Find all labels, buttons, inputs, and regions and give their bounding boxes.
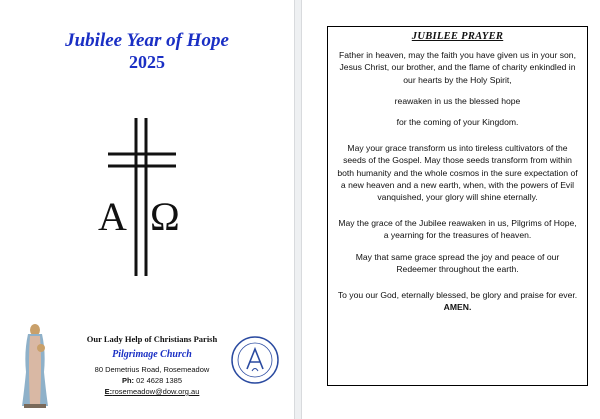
closing-doxology: To you our God, eternally blessed, be glory and praise for ever. — [337, 290, 578, 301]
parish-name: Our Lady Help of Christians Parish — [86, 334, 218, 344]
right-page — [302, 0, 600, 419]
parish-email[interactable] — [72, 387, 232, 396]
statue-of-mary-image — [16, 322, 54, 408]
booklet-year: 2025 — [129, 52, 165, 72]
email-address[interactable]: rosemeadow@dow.org.au — [112, 387, 200, 396]
prayer-paragraph-6: May that same grace spread the joy and peace of our Redeemer throughout the earth. — [355, 251, 560, 274]
prayer-paragraph-5: May the grace of the Jubilee reawaken in us, Pilgrims of Hope, a yearning for the treasures of heaven. — [338, 218, 577, 241]
booklet-title: Jubilee Year of Hope — [65, 30, 229, 51]
left-page — [0, 0, 294, 419]
prayer-paragraph-2: reawaken in us the blessed hope — [394, 95, 521, 106]
parish-address: 80 Demetrius Road, Rosemeadow — [94, 365, 210, 374]
parish-footer — [72, 334, 232, 396]
prayer-paragraph-7 — [336, 289, 579, 313]
phone-number: 02 4628 1385 — [136, 376, 183, 385]
omega-letter: Ω — [150, 194, 180, 239]
parish-phone — [72, 376, 232, 385]
phone-label: Ph: — [121, 376, 135, 385]
amen: AMEN. — [443, 302, 472, 313]
alpha-omega-cross-icon — [90, 118, 194, 280]
prayer-box — [327, 26, 588, 386]
prayer-title: JUBILEE PRAYER — [411, 31, 504, 42]
prayer-paragraph-1: Father in heaven, may the faith you have given us in your son, Jesus Christ, our brother, and the flame of charity enkindled in our hearts by the Holy Spirit, — [339, 50, 576, 85]
email-label: E: — [104, 387, 113, 396]
prayer-paragraph-3: for the coming of your Kingdom. — [396, 117, 519, 128]
alpha-letter: A — [98, 194, 127, 239]
page-gutter — [294, 0, 302, 419]
parish-seal-icon — [230, 333, 280, 387]
prayer-paragraph-4: May your grace transform us into tireless cultivators of the seeds of the Gospel. May those seeds transform from within both humanity and the whole cosmos in the sure expectation of a new heaven and a new earth, when, with the powers of Evil vanquished, your glory will shine eternally. — [337, 143, 578, 203]
church-name: Pilgrimage Church — [112, 349, 192, 360]
